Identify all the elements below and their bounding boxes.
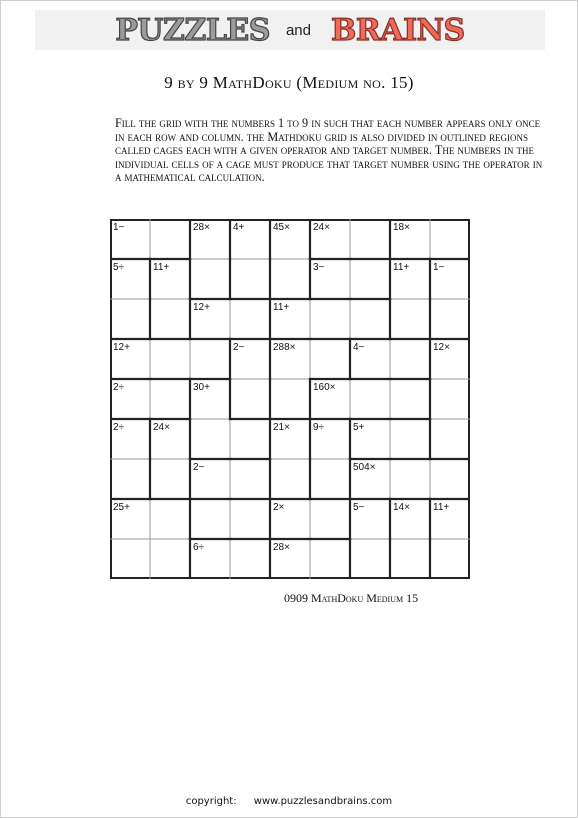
cage-clue: 21× bbox=[273, 422, 290, 433]
cage-clue: 3− bbox=[313, 262, 325, 273]
cage-clue: 11+ bbox=[433, 502, 450, 513]
instructions: Fill the grid with the numbers 1 to 9 in such that each number appears only once in each row and column. the Mathdoku grid is also divided in outlined regions called cages each with a given operator and target number. The numbers in the individual cells of a cage must produce that target number using the operator in a mathematical calculation. bbox=[115, 116, 543, 184]
cage-clue: 2− bbox=[193, 462, 205, 473]
cage-clue: 30+ bbox=[193, 382, 210, 393]
page-title: 9 by 9 MathDoku (Medium no. 15) bbox=[164, 73, 414, 92]
cage-clue: 14× bbox=[393, 502, 410, 513]
logo-brains: BRAINS bbox=[331, 12, 465, 48]
copyright-label: copyright: bbox=[185, 796, 237, 807]
copyright-url[interactable]: www.puzzlesandbrains.com bbox=[253, 796, 393, 807]
cage-clue: 288× bbox=[273, 342, 296, 353]
cage-clue: 5÷ bbox=[113, 262, 125, 273]
copyright-footer bbox=[0, 796, 578, 807]
cage-clue: 2× bbox=[273, 502, 285, 513]
cage-clue: 6÷ bbox=[193, 542, 205, 553]
cage-clue: 12+ bbox=[113, 342, 130, 353]
cage-clue: 2÷ bbox=[113, 422, 125, 433]
cage-clue: 24× bbox=[153, 422, 170, 433]
cage-clue: 4− bbox=[353, 342, 365, 353]
cage-clue: 1− bbox=[113, 222, 125, 233]
logo-puzzles: PUZZLES bbox=[115, 12, 270, 48]
mathdoku-grid bbox=[110, 219, 470, 579]
puzzle-caption: 0909 MathDoku Medium 15 bbox=[284, 591, 419, 605]
cage-clue: 11+ bbox=[153, 262, 170, 273]
cage-clue: 160× bbox=[313, 382, 336, 393]
cage-clue: 9÷ bbox=[313, 422, 325, 433]
cage-clue: 24× bbox=[313, 222, 330, 233]
cage-clue: 12× bbox=[433, 342, 450, 353]
cage-clue: 18× bbox=[393, 222, 410, 233]
cage-clue: 12+ bbox=[193, 302, 210, 313]
header-banner bbox=[35, 10, 545, 50]
cage-clue: 11+ bbox=[273, 302, 290, 313]
cage-clue: 28× bbox=[193, 222, 210, 233]
cage-clue: 4+ bbox=[233, 222, 245, 233]
logo-and: and bbox=[285, 21, 311, 39]
cage-clue: 2− bbox=[233, 342, 245, 353]
cage-clue: 25+ bbox=[113, 502, 130, 513]
cage-clue: 504× bbox=[353, 462, 376, 473]
cage-clue: 2÷ bbox=[113, 382, 125, 393]
cage-clue: 11+ bbox=[393, 262, 410, 273]
cage-clue: 1− bbox=[433, 262, 445, 273]
grid-lines bbox=[110, 219, 470, 579]
cage-clue: 5− bbox=[353, 502, 365, 513]
cage-clue: 28× bbox=[273, 542, 290, 553]
cage-clue: 45× bbox=[273, 222, 290, 233]
cage-clue: 5+ bbox=[353, 422, 365, 433]
